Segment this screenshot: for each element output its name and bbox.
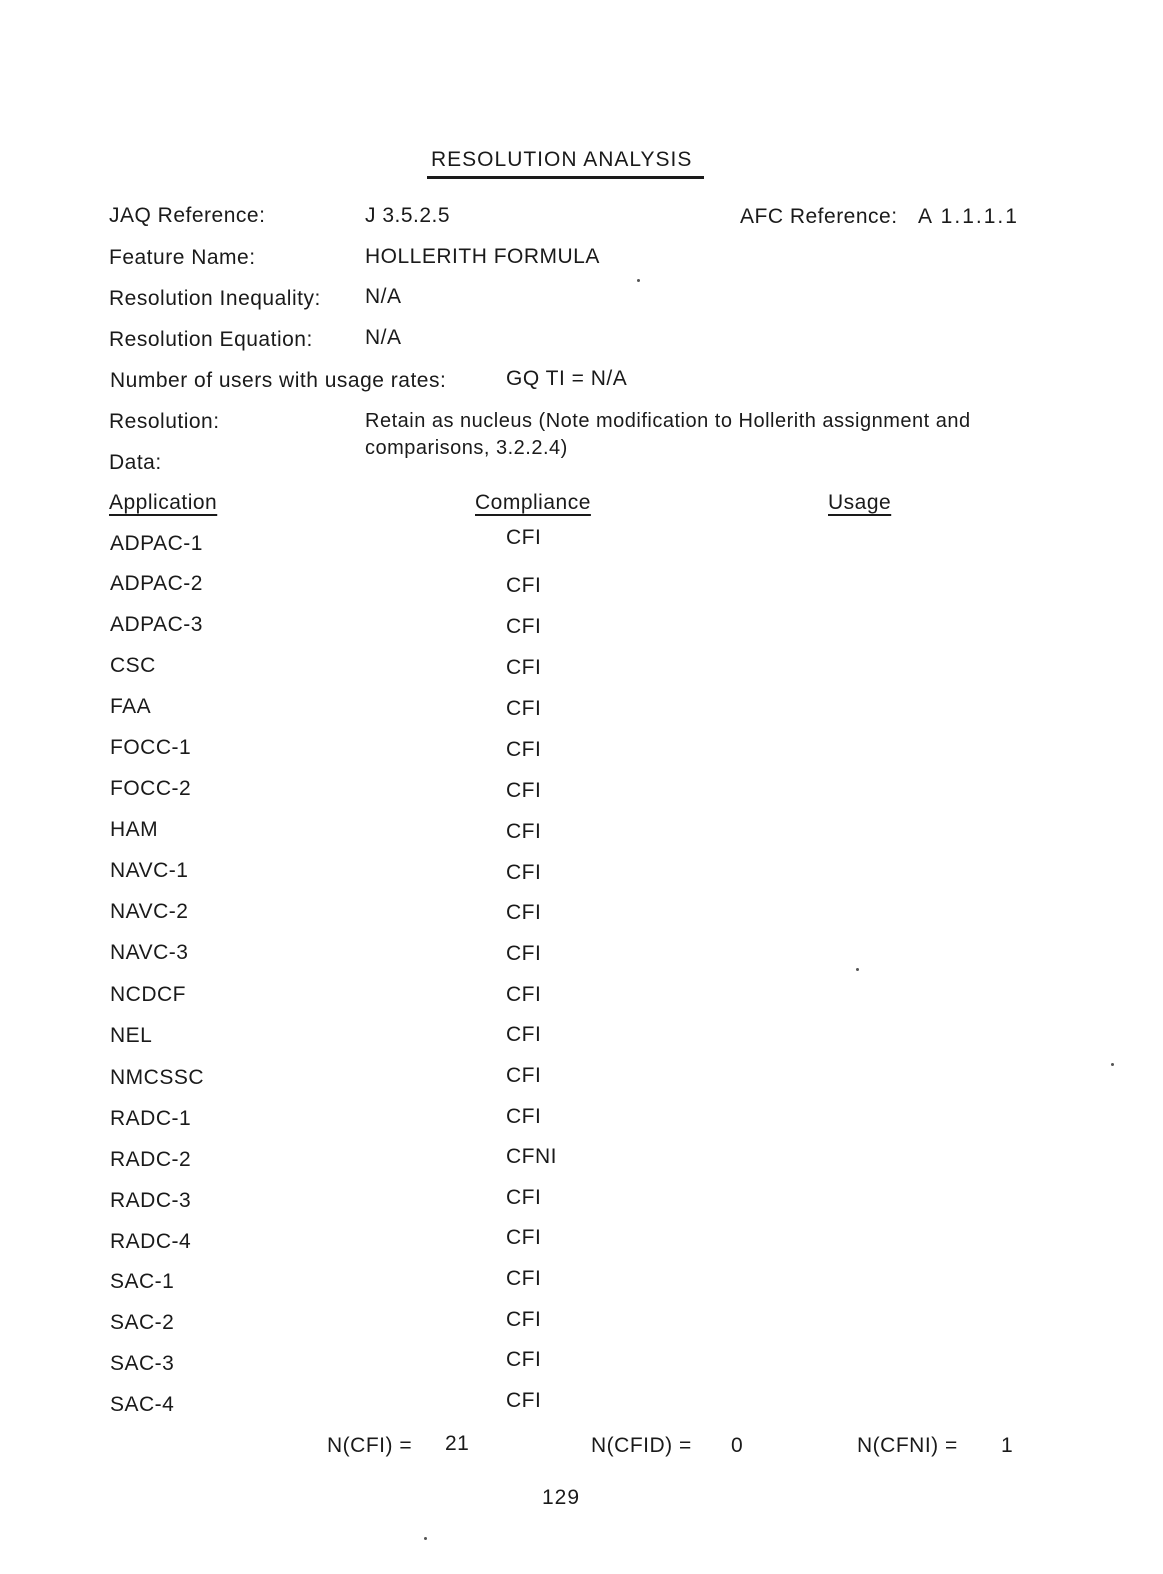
table-row-application: HAM (110, 818, 159, 841)
table-row-application: ADPAC-2 (110, 572, 203, 595)
feature-name-label: Feature Name: (109, 246, 256, 269)
scan-speck (424, 1537, 427, 1540)
table-row-application: FOCC-2 (110, 777, 192, 800)
table-row-compliance: CFI (506, 861, 542, 884)
table-row-application: CSC (110, 654, 156, 677)
feature-name-value: HOLLERITH FORMULA (365, 245, 600, 268)
table-row-application: NCDCF (110, 983, 186, 1006)
scan-speck (856, 968, 859, 971)
total-cfid-value: 0 (731, 1434, 744, 1457)
table-row-compliance: CFI (506, 574, 542, 597)
column-header-usage: Usage (828, 491, 892, 514)
total-cfni-value: 1 (1001, 1434, 1014, 1457)
table-row-compliance: CFI (506, 656, 542, 679)
table-row-compliance: CFNI (506, 1145, 557, 1168)
table-row-application: NAVC-1 (110, 859, 189, 882)
usage-rates-value: GQ TI = N/A (506, 367, 628, 390)
page-number: 129 (542, 1486, 581, 1509)
table-row-application: SAC-3 (110, 1352, 175, 1375)
table-row-application: NAVC-3 (110, 941, 189, 964)
table-row-compliance: CFI (506, 1186, 542, 1209)
table-row-compliance: CFI (506, 942, 542, 965)
column-header-application: Application (109, 491, 218, 514)
resolution-value: Retain as nucleus (Note modification to Hollerith assignment and comparisons, 3.2.2.4) (365, 410, 971, 459)
resolution-equation-value: N/A (365, 326, 402, 349)
title-underline (427, 176, 704, 179)
total-cfni-label: N(CFNI) = (857, 1434, 958, 1457)
table-row-compliance: CFI (506, 526, 542, 549)
table-row-compliance: CFI (506, 1389, 542, 1412)
jaq-reference-label: JAQ Reference: (109, 204, 266, 227)
table-row-compliance: CFI (506, 779, 542, 802)
jaq-reference-value: J 3.5.2.5 (365, 204, 451, 227)
table-row-application: NAVC-2 (110, 900, 189, 923)
total-cfi-value: 21 (445, 1432, 470, 1455)
table-row-application: FOCC-1 (110, 736, 192, 759)
table-row-compliance: CFI (506, 1267, 542, 1290)
table-row-compliance: CFI (506, 738, 542, 761)
table-row-compliance: CFI (506, 1226, 542, 1249)
column-header-compliance: Compliance (475, 491, 591, 514)
page-title: RESOLUTION ANALYSIS (431, 148, 693, 171)
table-row-compliance: CFI (506, 1064, 542, 1087)
resolution-inequality-value: N/A (365, 285, 402, 308)
data-label: Data: (109, 451, 162, 474)
table-row-application: SAC-2 (110, 1311, 175, 1334)
resolution-inequality-label: Resolution Inequality: (109, 287, 321, 310)
table-row-application: NEL (110, 1024, 153, 1047)
resolution-equation-label: Resolution Equation: (109, 328, 313, 351)
table-row-compliance: CFI (506, 615, 542, 638)
afc-reference-label: AFC Reference: (740, 205, 898, 228)
scan-speck (637, 279, 640, 282)
table-row-application: RADC-1 (110, 1107, 192, 1130)
table-row-application: FAA (110, 695, 152, 718)
table-row-compliance: CFI (506, 1023, 542, 1046)
afc-reference-value: A 1.1.1.1 (918, 205, 1019, 228)
table-row-application: SAC-4 (110, 1393, 175, 1416)
table-row-compliance: CFI (506, 820, 542, 843)
table-row-application: RADC-3 (110, 1189, 192, 1212)
table-row-application: NMCSSC (110, 1066, 205, 1089)
table-row-compliance: CFI (506, 1348, 542, 1371)
table-row-compliance: CFI (506, 901, 542, 924)
total-cfi-label: N(CFI) = (327, 1434, 413, 1457)
total-cfid-label: N(CFID) = (591, 1434, 692, 1457)
table-row-application: ADPAC-1 (110, 532, 203, 555)
scan-speck (1111, 1063, 1114, 1066)
usage-rates-label: Number of users with usage rates: (110, 369, 447, 392)
table-row-application: RADC-4 (110, 1230, 192, 1253)
resolution-label: Resolution: (109, 410, 220, 433)
table-row-compliance: CFI (506, 1308, 542, 1331)
table-row-application: RADC-2 (110, 1148, 192, 1171)
table-row-application: ADPAC-3 (110, 613, 203, 636)
table-row-compliance: CFI (506, 1105, 542, 1128)
table-row-compliance: CFI (506, 697, 542, 720)
table-row-compliance: CFI (506, 983, 542, 1006)
table-row-application: SAC-1 (110, 1270, 175, 1293)
